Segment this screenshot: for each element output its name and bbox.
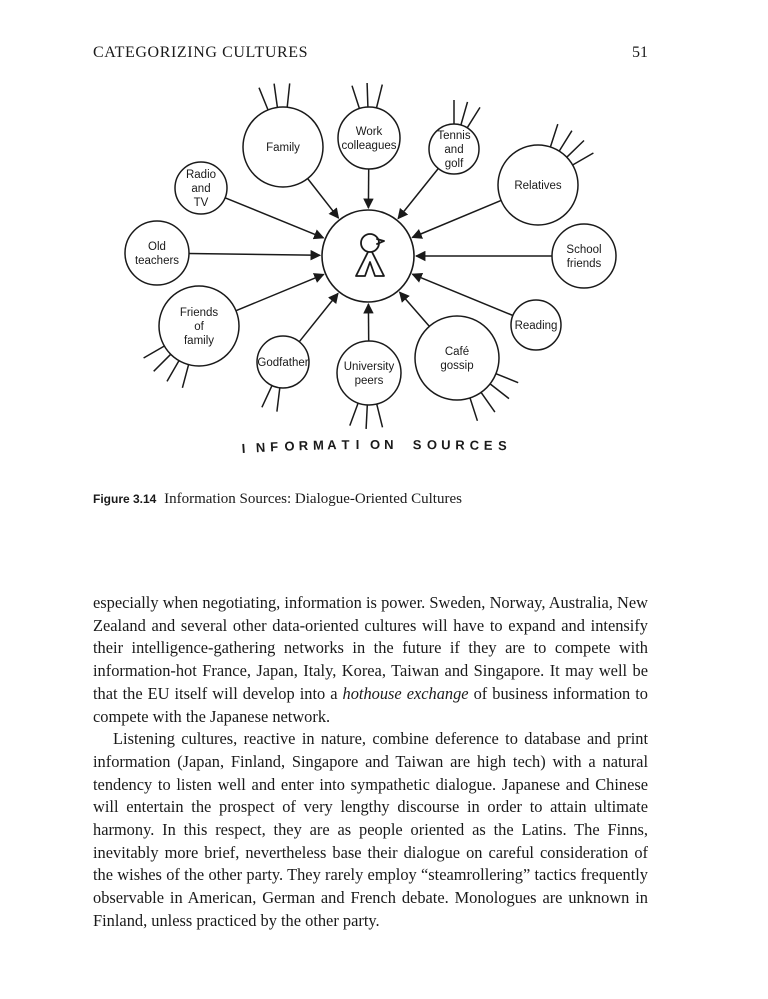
spike-line — [352, 86, 359, 109]
spike-line — [481, 392, 495, 412]
source-circle — [125, 221, 189, 285]
source-label: Café gossip — [440, 346, 474, 372]
arrow-tennis — [398, 169, 438, 219]
running-title: CATEGORIZING CULTURES — [93, 44, 309, 61]
information-sources-banner: I N F O R M A T I O N S O U R C E S — [241, 436, 507, 456]
spike-line — [167, 361, 179, 382]
source-node-university — [337, 341, 401, 405]
source-node-friends — [159, 286, 239, 366]
information-sources-diagram — [0, 60, 768, 470]
paragraph-text: especially when negotiating, information is power. Sweden, Norway, Australia, New Zealand and several other data-oriented cultures will have to expand and intensify their intelligence-gathering networks in the future if they are to compete with information-hot France, Japan, Italy, Korea, Taiwan and Singapore. It may well be that the EU itself will develop into a — [93, 593, 648, 703]
source-node-radio — [175, 162, 227, 214]
spike-line — [182, 365, 188, 388]
paragraph-text: of business information to compete with the Japanese network. — [93, 683, 648, 726]
source-node-oldteachers — [125, 221, 189, 285]
source-circle — [337, 341, 401, 405]
source-label: Work colleagues — [341, 126, 397, 152]
body-text — [93, 592, 648, 933]
spike-line — [367, 83, 368, 107]
spike-line — [377, 85, 383, 108]
source-node-relatives — [498, 145, 578, 225]
source-node-cafe — [415, 316, 499, 400]
figure-caption — [93, 491, 462, 508]
arrow-relatives — [412, 200, 501, 237]
arrow-radio — [225, 198, 323, 238]
spike-line — [461, 102, 468, 125]
spike-line — [154, 354, 171, 371]
source-node-tennis — [429, 124, 479, 174]
spike-line — [573, 153, 594, 165]
source-label: Reading — [514, 320, 558, 332]
paragraph: Listening cultures, reactive in nature, combine deference to database and print information (Japan, Finland, Singapore and Taiwan are high tech) with a natural tendency to listen well and enter into sympathetic dialogue. Japanese and Chinese will entertain the prospect of very lengthy discourse in order to attain ultimate harmony. In this respect, they are as people oriented as the Latins. The Finns, inevitably more brief, nevertheless base their dialogue on careful consideration of the wishes of the other party. They rarely employ “steamrollering” tactics frequently observable in American, German and French debate. Monologues are unknown in Finland, unless practiced by the other party. — [93, 729, 648, 930]
spike-line — [550, 124, 557, 147]
source-label: Old teachers — [134, 241, 180, 267]
arrow-godfather — [299, 293, 338, 341]
source-label: Family — [266, 142, 300, 154]
spike-line — [350, 403, 358, 426]
spike-line — [467, 107, 480, 127]
spike-line — [277, 388, 280, 412]
arrow-cafe — [400, 292, 430, 326]
source-node-work — [338, 107, 400, 169]
center-node — [322, 210, 414, 302]
arrow-family — [308, 179, 339, 219]
source-label: Radio and TV — [185, 169, 217, 209]
emphasis-text: hothouse exchange — [342, 683, 469, 703]
source-circle — [415, 316, 499, 400]
arrow-reading — [412, 274, 513, 315]
spike-line — [490, 384, 509, 399]
figure-number: Figure 3.14 — [93, 492, 157, 506]
source-label: Godfather — [257, 357, 309, 369]
spike-line — [496, 374, 518, 383]
spike-line — [366, 405, 367, 429]
spike-line — [144, 346, 165, 358]
page-number: 51 — [632, 44, 648, 61]
source-label: University peers — [343, 361, 395, 387]
spike-line — [559, 131, 572, 151]
spike-line — [567, 141, 584, 158]
spike-line — [287, 83, 290, 107]
source-node-family — [243, 107, 323, 187]
arrow-friends — [236, 274, 324, 310]
source-label: Tennis and golf — [437, 130, 471, 170]
paragraph — [93, 592, 648, 728]
spike-line — [377, 404, 383, 427]
source-node-reading — [511, 300, 561, 350]
source-node-school — [552, 224, 616, 288]
source-label: Friends of family — [179, 307, 219, 347]
source-circle — [338, 107, 400, 169]
spike-line — [470, 398, 477, 421]
source-label: School friends — [566, 244, 602, 270]
spike-line — [274, 84, 277, 108]
source-circle — [552, 224, 616, 288]
arrow-oldteachers — [189, 254, 320, 256]
source-label: Relatives — [514, 180, 562, 192]
spike-line — [259, 88, 268, 110]
spike-line — [262, 386, 272, 408]
source-node-godfather — [257, 336, 309, 388]
figure-caption-text: Information Sources: Dialogue-Oriented Cultures — [164, 491, 462, 507]
